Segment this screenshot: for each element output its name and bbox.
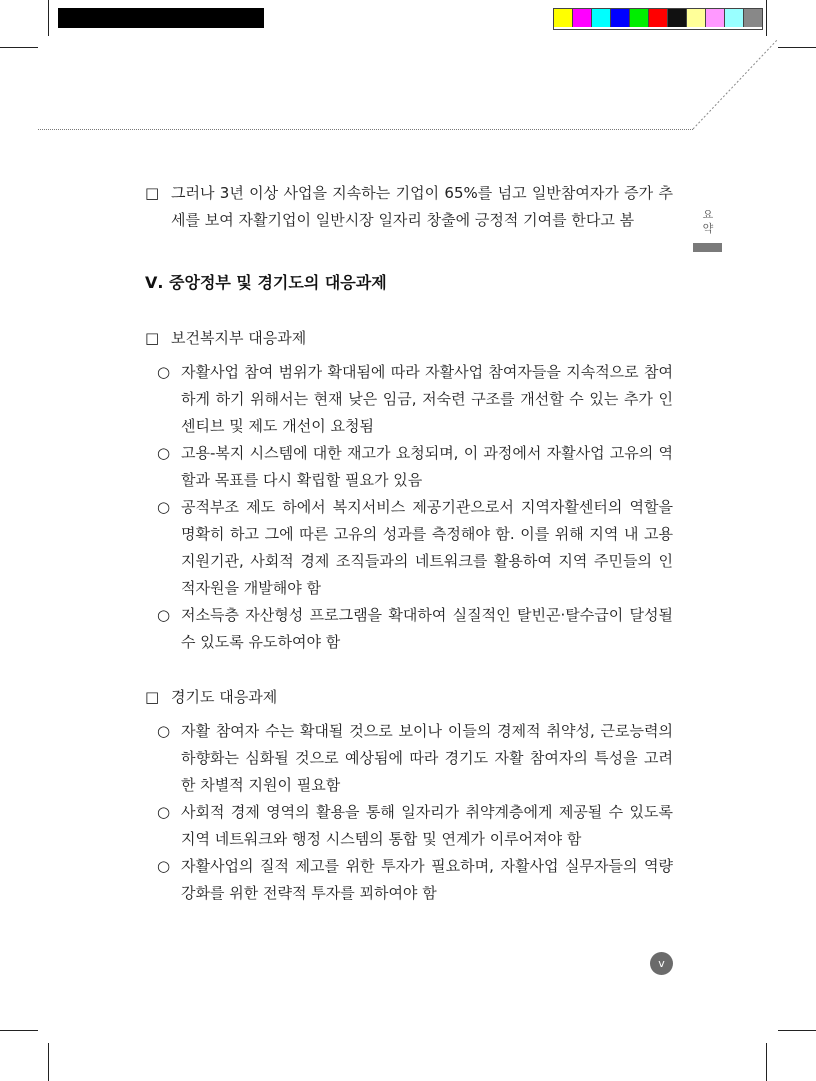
list-item (145, 718, 673, 799)
list-item (145, 359, 673, 440)
intro-paragraph (145, 180, 673, 234)
list-item-text: 공적부조 제도 하에서 복지서비스 제공기관으로서 지역자활센터의 역할을 명확히 하고 그에 따른 고유의 성과를 측정해야 함. 이를 위해 지역 내 고용지원기관, 사회적 경제 조직들과의 네트워크를 활용하여 지역 주민들의 인적자원을 개발해야 함 (181, 498, 673, 597)
side-tab-char: 요 (702, 208, 714, 221)
circle-bullet: ○ (157, 803, 171, 821)
list-item-text: 자활사업 참여 범위가 확대됨에 따라 자활사업 참여자들을 지속적으로 참여하게 하기 위해서는 현재 낮은 임금, 저숙련 구조를 개선할 수 있는 추가 인센티브 및 제도 개선이 요청됨 (181, 363, 673, 435)
list-item (145, 440, 673, 494)
swatch-black (668, 9, 687, 27)
crop-mark-bottom-left-h (0, 1030, 38, 1031)
list-item (145, 494, 673, 602)
swatch-light-yellow (687, 9, 706, 27)
list-item-text: 사회적 경제 영역의 활용을 통해 일자리가 취약계층에게 제공될 수 있도록 지역 네트워크와 행정 시스템의 통합 및 연계가 이루어져야 함 (181, 803, 673, 848)
list-item-text: 저소득층 자산형성 프로그램을 확대하여 실질적인 탈빈곤·탈수급이 달성될 수 있도록 유도하여야 함 (181, 606, 673, 651)
circle-bullet: ○ (157, 444, 171, 462)
crop-mark-top-right-v (766, 0, 767, 36)
page-number-badge: v (650, 952, 673, 975)
color-calibration-swatches (553, 8, 763, 30)
paragraph-text: 그러나 3년 이상 사업을 지속하는 기업이 65%를 넘고 일반참여자가 증가 추세를 보여 자활기업이 일반시장 일자리 창출에 긍정적 기여를 한다고 봄 (171, 184, 673, 229)
list-item-text: 자활사업의 질적 제고를 위한 투자가 필요하며, 자활사업 실무자들의 역량 강화를 위한 전략적 투자를 꾀하여야 함 (181, 857, 673, 902)
circle-bullet: ○ (157, 363, 171, 381)
header-dotted-rule (38, 129, 693, 130)
print-black-bar (58, 8, 264, 28)
swatch-blue (611, 9, 630, 27)
list-item-text: 고용-복지 시스템에 대한 재고가 요청되며, 이 과정에서 자활사업 고유의 역할과 목표를 다시 확립할 필요가 있음 (181, 444, 673, 489)
swatch-light-magenta (706, 9, 725, 27)
circle-bullet: ○ (157, 606, 171, 624)
section-title: Ⅴ. 중앙정부 및 경기도의 대응과제 (145, 273, 387, 292)
swatch-green (630, 9, 649, 27)
group-heading (145, 684, 673, 711)
swatch-gray (744, 9, 762, 27)
crop-mark-top-left-h (0, 47, 38, 48)
side-tab-char: 약 (702, 222, 714, 235)
crop-mark-bottom-left-v (48, 1043, 49, 1081)
swatch-red (649, 9, 668, 27)
swatch-yellow (554, 9, 573, 27)
group-heading-text: 경기도 대응과제 (171, 688, 278, 706)
crop-mark-top-left-v (48, 0, 49, 36)
crop-mark-bottom-right-v (766, 1043, 767, 1081)
square-bullet: □ (145, 688, 160, 706)
crop-mark-top-right-h (778, 47, 816, 48)
side-tab-label (702, 208, 714, 236)
main-content (145, 180, 673, 907)
list-item (145, 602, 673, 656)
header-diagonal-decoration (690, 36, 782, 132)
side-tab-bar (693, 243, 722, 252)
group-heading-text: 보건복지부 대응과제 (171, 329, 307, 347)
circle-bullet: ○ (157, 857, 171, 875)
group-heading (145, 325, 673, 352)
list-item (145, 853, 673, 907)
swatch-cyan (592, 9, 611, 27)
circle-bullet: ○ (157, 498, 171, 516)
square-bullet: □ (145, 329, 160, 347)
list-item-text: 자활 참여자 수는 확대될 것으로 보이나 이들의 경제적 취약성, 근로능력의 하향화는 심화될 것으로 예상됨에 따라 경기도 자활 참여자의 특성을 고려한 차별적 지원이 필요함 (181, 722, 673, 794)
swatch-light-cyan (725, 9, 744, 27)
crop-mark-bottom-right-h (778, 1030, 816, 1031)
circle-bullet: ○ (157, 722, 171, 740)
square-bullet: □ (145, 184, 160, 202)
swatch-magenta (573, 9, 592, 27)
list-item (145, 799, 673, 853)
